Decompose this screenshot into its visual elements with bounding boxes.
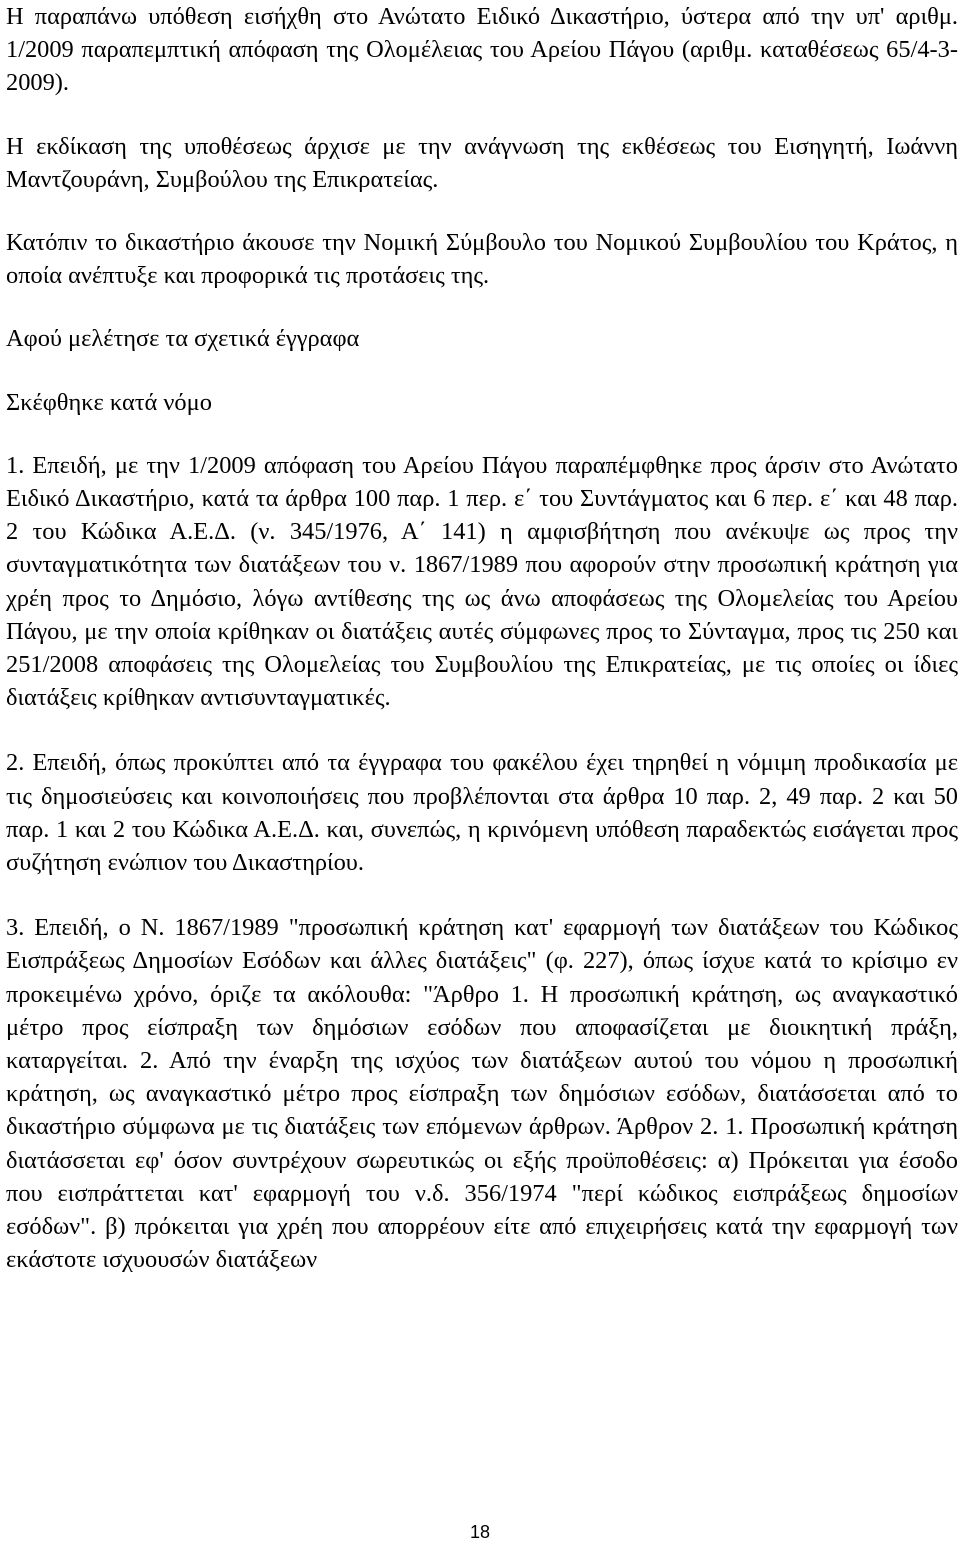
paragraph-deliberation: Σκέφθηκε κατά νόμο [6,388,212,416]
paragraph-documents-reviewed: Αφού μελέτησε τα σχετικά έγγραφα [6,325,360,353]
paragraph-point-2: 2. Επειδή, όπως προκύπτει από τα έγγραφα του φακέλου έχει τηρηθεί η νόμιμη προδικασία με τις δημοσιεύσεις και κοινοποιήσεις που προβλέπονται στα άρθρα 10 παρ. 2, 49 παρ. 2 και 50 παρ. 1 και 2 του Κώδικα Α.Ε.Δ. και, συνεπώς, η κρινόμενη υπόθεση παραδεκτώς εισάγεται προς συζήτηση ενώπιον του Δικαστηρίου. [6,749,958,877]
paragraph-hearing: Η εκδίκαση της υποθέσεως άρχισε με την ανάγνωση της εκθέσεως του Εισηγητή, Ιωάννη Μαντζουράνη, Συμβούλου της Επικρατείας. [6,132,958,193]
paragraph-point-1: 1. Επειδή, με την 1/2009 απόφαση του Αρείου Πάγου παραπέμφθηκε προς άρσιν στο Ανώτατο Ειδικό Δικαστήριο, κατά τα άρθρα 100 παρ. 1 περ. ε΄ του Συντάγματος και 6 περ. ε΄ και 48 παρ. 2 του Κώδικα Α.Ε.Δ. (ν. 345/1976, Α΄ 141) η αμφισβήτηση που ανέκυψε ως προς την συνταγματικότητα των διατάξεων του ν. 1867/1989 που αφορούν στην προσωπική κράτηση για χρέη προς το Δημόσιο, λόγω αντίθεσης της ως άνω αποφάσεως της Ολομελείας του Αρείου Πάγου, με την οποία κρίθηκαν οι διατάξεις αυτές σύμφωνες προς το Σύνταγμα, προς τις 250 και 251/2008 αποφάσεις της Ολομελείας του Συμβουλίου της Επικρατείας, με τις οποίες οι ίδιες διατάξεις κρίθηκαν αντισυνταγματικές. [6,451,958,712]
paragraph-point-3: 3. Επειδή, ο Ν. 1867/1989 "προσωπική κράτηση κατ' εφαρμογή των διατάξεων του Κώδικος Εισπράξεως Δημοσίων Εσόδων και άλλες διατάξεις" (φ. 227), όπως ίσχυε κατά το κρίσιμο εν προκειμένω χρόνο, όριζε τα ακόλουθα: "Άρθρο 1. Η προσωπική κράτηση, ως αναγκαστικό μέτρο προς είσπραξη των δημόσιων εσόδων που αποφασίζεται με διοικητική πράξη, καταργείται. 2. Από την έναρξη της ισχύος των διατάξεων αυτού του νόμου η προσωπική κράτηση, ως αναγκαστικό μέτρο προς είσπραξη των δημόσιων εσόδων, διατάσσεται από το δικαστήριο σύμφωνα με τις διατάξεις των επόμενων άρθρων. Άρθρον 2. 1. Προσωπική κράτηση διατάσσεται εφ' όσον συντρέχουν σωρευτικώς οι εξής προϋποθέσεις: α) Πρόκειται για έσοδο που εισπράττεται κατ' εφαρμογή του ν.δ. 356/1974 "περί κώδικος εισπράξεως δημοσίων εσόδων". β) πρόκειται για χρέη που απορρέουν είτε από επιχειρήσεις κατά την εφαρμογή των εκάστοτε ισχυουσών διατάξεων [6,914,958,1274]
paragraph-referral: Η παραπάνω υπόθεση εισήχθη στο Ανώτατο Ειδικό Δικαστήριο, ύστερα από την υπ' αριθμ. 1/2009 παραπεμπτική απόφαση της Ολομέλειας του Αρείου Πάγου (αριθμ. καταθέσεως 65/4-3-2009). [6,3,958,97]
page-number: 18 [469,1522,491,1542]
paragraph-legal-counsel: Κατόπιν το δικαστήριο άκουσε την Νομική Σύμβουλο του Νομικού Συμβουλίου του Κράτος, η οποία ανέπτυξε και προφορικά τις προτάσεις της. [6,229,958,290]
